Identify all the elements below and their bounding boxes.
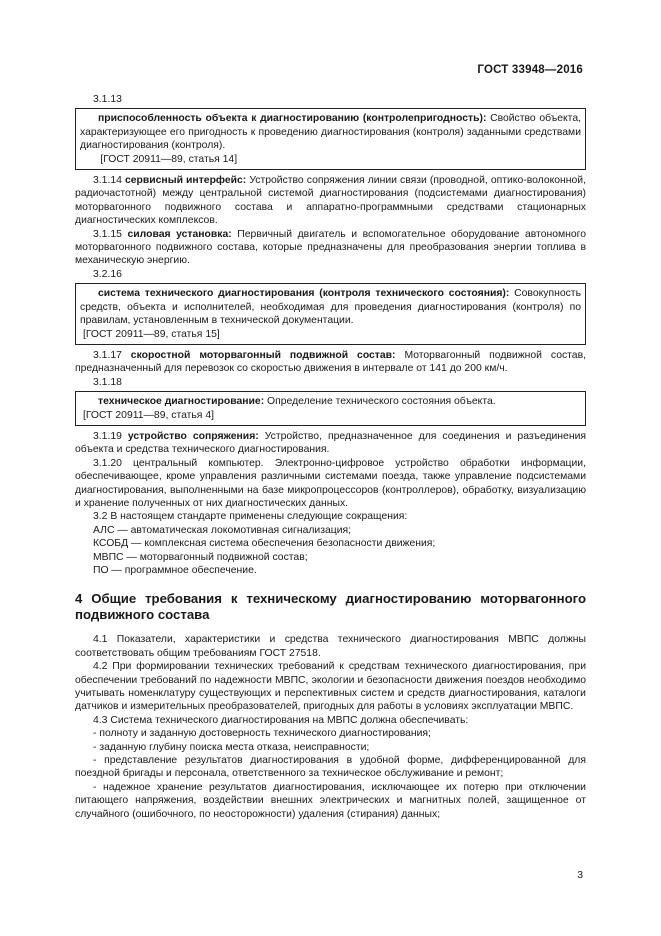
abbreviation-item: АЛС — автоматическая локомотивная сигнализация; (93, 524, 352, 536)
abbreviations-intro: 3.2 В настоящем стандарте применены следующие сокращения: (93, 511, 408, 523)
paragraph-4-3: 4.3 Система технического диагностирования на МВПС должна обеспечивать: (93, 714, 469, 726)
abbreviation-item: ПО — программное обеспечение. (93, 565, 257, 576)
requirement-item: - полноту и заданную достоверность технического диагностирования; (93, 728, 431, 740)
term-reference: [ГОСТ 20911—89, статья 4] (83, 409, 214, 421)
term-title: приспособленность объекта к диагностированию (контролепригодность): (98, 113, 487, 125)
term-title: скоростной моторвагонный подвижной состав: (130, 349, 396, 361)
term-number-3-2-16: 3.2.16 (93, 268, 122, 280)
page-number: 3 (577, 870, 583, 881)
requirement-item: - представление результатов диагностирования в удобной форме, дифференцированной для поездной бригады и персонала, ответственного за техническое обслуживание и ремонт; (75, 755, 586, 780)
term-number-3-1-18: 3.1.18 (93, 376, 122, 388)
term-definition: Первичный двигатель и вспомогательное оборудование автономного моторвагонного подвижного состава, которые предназначены для преобразования энергии топлива в механическую энергию. (75, 228, 586, 267)
document-id: ГОСТ 33948—2016 (477, 64, 583, 76)
paragraph-4-2: 4.2 При формировании технических требований к средствам технического диагностирования, при обеспечении требований по надежности МВПС, экологии и безопасности движения поездов необходимо учитывать номенклатуру существующих и перспективных систем и средств диагностирования, каталоги датчиков и измерительных преобразователей, пригодных для работы в условиях эксплуатации МВПС. (75, 661, 586, 713)
term-title: техническое диагностирование: (98, 396, 265, 408)
term-title: сервисный интерфейс: (124, 175, 247, 187)
requirement-item: - заданную глубину поиска места отказа, неисправности; (93, 741, 370, 753)
term-3-1-17: 3.1.17 скоростной моторвагонный подвижной состав: Моторвагонный подвижной состав, предназначенный для перевозок со скоростью движения в интервале от 141 до 200 км/ч. (75, 349, 586, 375)
term-definition: Устройство сопряжения линии связи (проводной, оптико-волоконной, радиочастотной) между центральной системой диагностирования (подсистемами диагностирования) моторвагонного подвижного состава и аппаратно-программными средствами стационарных диагностических комплексов. (75, 175, 586, 227)
term-3-1-13 (80, 112, 581, 152)
term-3-1-14: 3.1.14 сервисный интерфейс: Устройство сопряжения линии связи (проводной, оптико-волоконной, радиочастотной) между центральной системой диагностирования (подсистемами диагностирования) моторвагонного подвижного состава и аппаратно-программными средствами стационарных диагностических комплексов. (75, 175, 586, 227)
term-number-3-1-13: 3.1.13 (93, 94, 122, 105)
term-3-2-16 (80, 287, 581, 327)
term-3-1-18 (80, 395, 581, 408)
term-box-3-1-13 (75, 108, 586, 170)
term-3-1-19: 3.1.19 устройство сопряжения: Устройство, предназначенное для соединения и разъединения объекта и средства технического диагностирования. (75, 430, 586, 456)
term-3-1-20: 3.1.20 центральный компьютер. Электронно-цифровое устройство обработки информации, обеспечивающее, кроме управления различными системами поезда, также управление подсистемами диагностирования, выполненными на базе микропроцессоров (контроллеров), обработку, визуализацию и хранение полученных от них диагностических данных. (75, 457, 586, 509)
term-title: силовая установка: (127, 228, 232, 240)
term-box-3-1-18 (75, 391, 586, 426)
term-definition: Свойство объекта, характеризующее его пригодность к проведению диагностирования (контроля) заданными средствами диагностирования (контроля). (80, 113, 581, 152)
section-4-title: 4 Общие требования к техническому диагностированию моторвагонного подвижного состава (75, 591, 586, 623)
abbreviation-item: МВПС — моторвагонный подвижной состав; (93, 551, 308, 563)
term-definition: Совокупность средств, объекта и исполнителей, необходимая для проведения диагностирования (контроля) по правилам, установленным в технической документации. (80, 288, 581, 327)
term-definition: Моторвагонный подвижной состав, предназначенный для перевозок со скоростью движения в интервале от 141 до 200 км/ч. (75, 349, 586, 375)
term-definition: Определение технического состояния объекта. (264, 396, 496, 408)
term-definition: Устройство, предназначенное для соединения и разъединения объекта и средства технического диагностирования. (75, 430, 586, 456)
term-reference: [ГОСТ 20911—89, статья 14] (100, 153, 238, 165)
term-box-3-2-16 (75, 283, 586, 345)
paragraph-4-1: 4.1 Показатели, характеристики и средства технического диагностирования МВПС должны соответствовать общим требованиям ГОСТ 27518. (75, 634, 586, 659)
term-title: система технического диагностирования (контроля технического состояния): (98, 288, 510, 300)
abbreviation-item: КСОБД — комплексная система обеспечения безопасности движения; (93, 538, 436, 550)
term-title: устройство сопряжения: (127, 430, 259, 442)
requirement-item: - надежное хранение результатов диагностирования, исключающее их потерю при отключении питающего напряжения, воздействии внешних электрических и магнитных полей, защищенное от случайного (ошибочного, по неосторожности) удаления (стирания) данных; (75, 781, 586, 820)
term-reference: [ГОСТ 20911—89, статья 15] (83, 328, 220, 340)
document-body (75, 93, 586, 821)
term-3-1-15: 3.1.15 силовая установка: Первичный двигатель и вспомогательное оборудование автономного моторвагонного подвижного состава, которые предназначены для преобразования энергии топлива в механическую энергию. (75, 228, 586, 267)
